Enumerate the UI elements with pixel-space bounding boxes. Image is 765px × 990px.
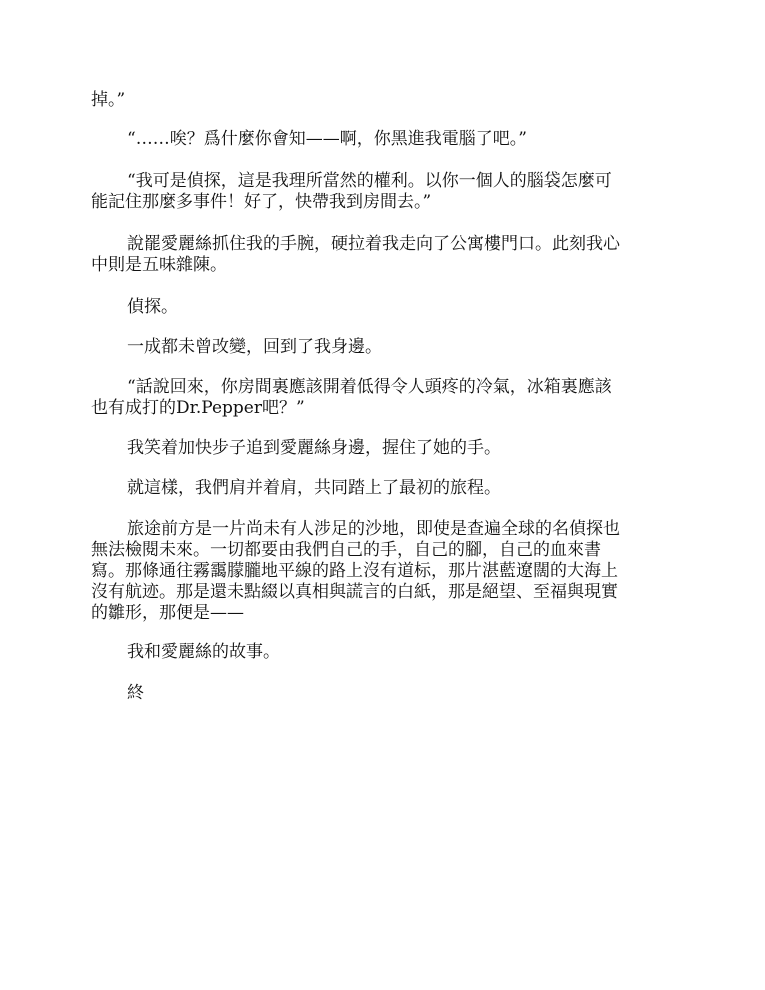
text-line: “話說回來，你房間裏應該開着低得令人頭疼的冷氣，冰箱裏應該 — [127, 377, 612, 397]
text-line: 我笑着加快步子追到愛麗絲身邊，握住了她的手。 — [127, 438, 501, 458]
text-line: 也有成打的Dr.Pepper吧？” — [91, 398, 305, 418]
paragraph-12 — [91, 683, 681, 704]
text-line: 我和愛麗絲的故事。 — [127, 642, 280, 662]
text-line: 的雛形，那便是—— — [91, 603, 244, 623]
paragraph-5 — [91, 297, 681, 318]
text-line: 旅途前方是一片尚未有人涉足的沙地，即使是查遍全球的名偵探也 — [127, 519, 620, 539]
text-line: 掉。” — [91, 90, 126, 110]
text-line: 就這樣，我們肩并着肩，共同踏上了最初的旅程。 — [127, 478, 501, 498]
text-line: 能記住那麼多事件！好了，快帶我到房間去。” — [91, 192, 432, 212]
paragraph-6 — [91, 337, 681, 358]
paragraph-8 — [91, 438, 681, 459]
paragraph-4 — [91, 234, 681, 276]
text-line: 沒有航迹。那是還未點綴以真相與謊言的白紙，那是絕望、至福與現實 — [91, 582, 618, 602]
text-line: 說罷愛麗絲抓住我的手腕，硬拉着我走向了公寓樓門口。此刻我心 — [127, 234, 620, 254]
text-line: 一成都未曾改變，回到了我身邊。 — [127, 337, 382, 357]
paragraph-9 — [91, 478, 681, 499]
text-line: “……唉？爲什麼你會知——啊，你黑進我電腦了吧。” — [127, 129, 527, 149]
text-line: 偵探。 — [127, 297, 178, 317]
paragraph-1 — [91, 90, 681, 111]
text-line: 無法檢閱未來。一切都要由我們自己的手，自己的腳，自己的血來書 — [91, 540, 601, 560]
text-line: “我可是偵探，這是我理所當然的權利。以你一個人的腦袋怎麼可 — [127, 171, 612, 191]
paragraph-3 — [91, 171, 681, 213]
paragraph-2 — [91, 129, 681, 150]
paragraph-7 — [91, 377, 681, 419]
text-line: 寫。那條通往霧靄朦朧地平線的路上沒有道标，那片湛藍遼闊的大海上 — [91, 561, 618, 581]
paragraph-10 — [91, 519, 681, 624]
paragraph-11 — [91, 642, 681, 663]
text-line: 中則是五味雜陳。 — [91, 255, 227, 275]
end-marker: 終 — [127, 683, 144, 703]
